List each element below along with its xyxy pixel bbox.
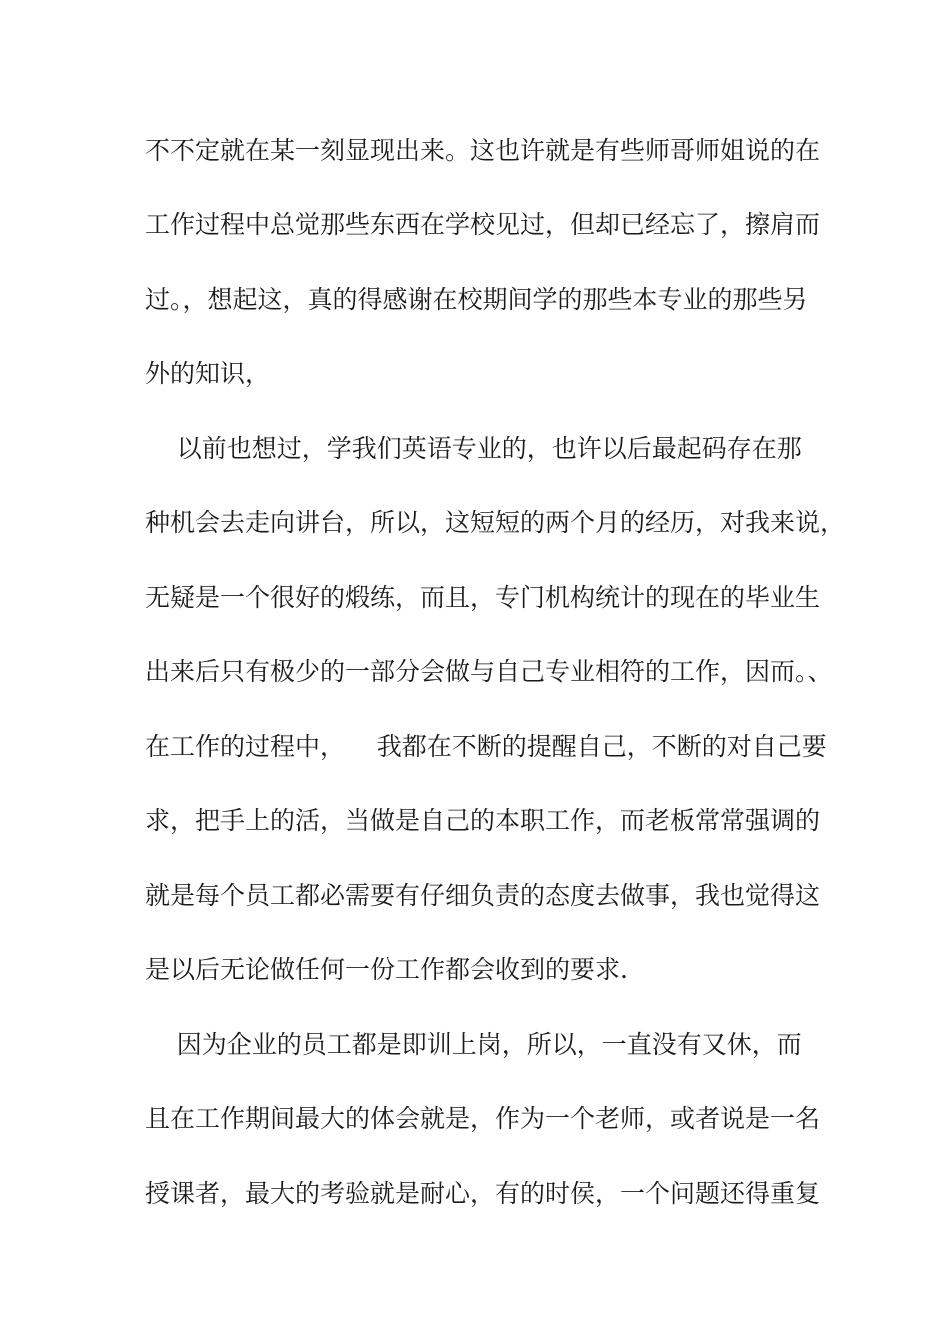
- text-line: 求，把手上的活，当做是自己的本职工作，而老板常常强调的: [145, 806, 821, 835]
- text-line: 且在工作期间最大的体会就是，作为一个老师，或者说是一名: [145, 1104, 821, 1133]
- text-line: 工作过程中总觉那些东西在学校见过，但却已经忘了，擦肩而: [145, 210, 821, 239]
- text-line: 授课者，最大的考验就是耐心，有的时侯，一个问题还得重复: [145, 1179, 821, 1208]
- text-line: 不不定就在某一刻显现出来。这也许就是有些师哥师姐说的在: [145, 136, 821, 165]
- paragraph-start-line: 因为企业的员工都是即训上岗，所以，一直没有又休，而: [145, 1030, 802, 1059]
- text-line: 就是每个员工都必需要有仔细负责的态度去做事，我也觉得这: [145, 881, 821, 910]
- text-line: 在工作的过程中， 我都在不断的提醒自己，不断的对自己要: [145, 732, 827, 761]
- text-line: 过。，想起这，真的得感谢在校期间学的那些本专业的那些另: [145, 285, 808, 314]
- text-line: 外的知识，: [145, 359, 271, 388]
- paragraph-start-line: 以前也想过，学我们英语专业的，也许以后最起码存在那: [145, 434, 802, 463]
- text-line: 是以后无论做任何一份工作都会收到的要求.: [145, 955, 628, 984]
- text-line: 种机会去走向讲台，所以，这短短的两个月的经历，对我来说，: [145, 508, 846, 537]
- text-line: 无疑是一个很好的煅练，而且，专门机构统计的现在的毕业生: [145, 583, 821, 612]
- text-line: 出来后只有极少的一部分会做与自己专业相符的工作，因而。、: [145, 657, 833, 686]
